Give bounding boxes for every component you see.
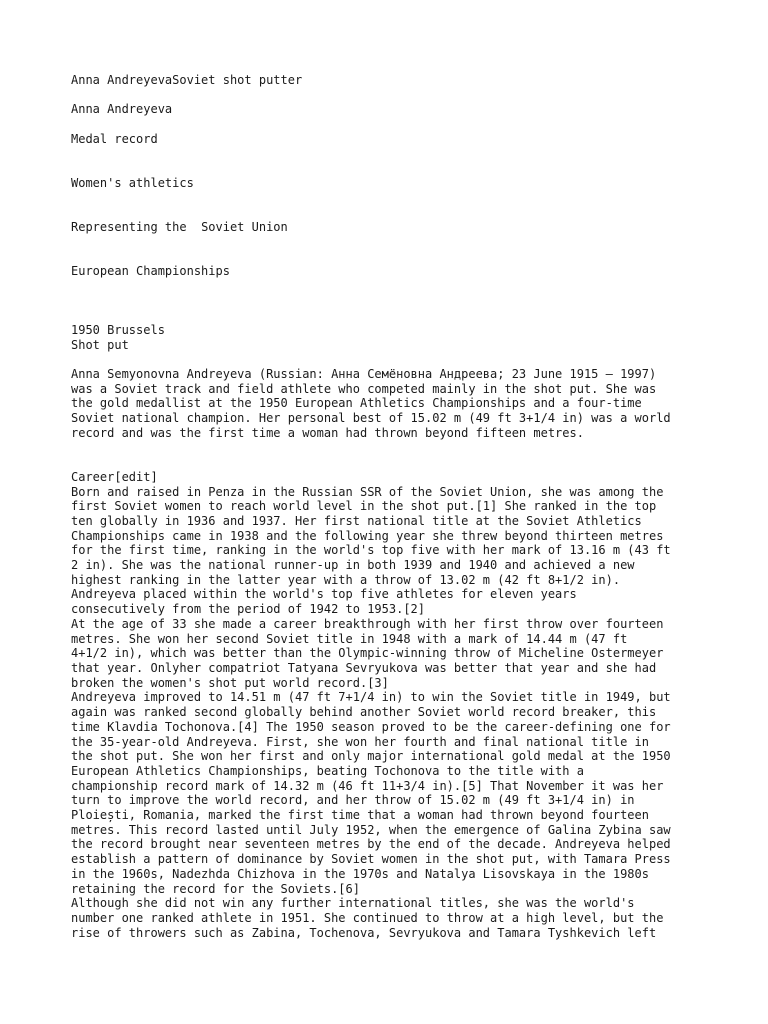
career-paragraph-1: Born and raised in Penza in the Russian SSR of the Soviet Union, she was among the first Soviet women to reach world level in the shot put.[1] She ranked in the top ten globally in 1936 and 1937. Her first national title at the Soviet Athletics Championships came in 1938 and the following year she threw beyond thirteen metres for the first time, ranking in the world's top five with her mark of 13.16 m (43 ft 2 in). She was the national runner-up in both 1939 and 1940 and achieved a new highest ranking in the latter year with a throw of 13.02 m (42 ft 8+1/2 in). Andreyeva placed within the world's top five athletes for eleven years consecutively from the period of 1942 to 1953.[2]	[71, 484, 671, 617]
career-paragraph-4: Although she did not win any further international titles, she was the world's number one ranked athlete in 1951. She continued to throw at a high level, but the rise of throwers such as Zabina, Tochenova, Sevryukova and Tamara Tyshkevich left	[71, 896, 664, 940]
athlete-name: Anna Andreyeva	[71, 102, 173, 117]
career-paragraph-3: Andreyeva improved to 14.51 m (47 ft 7+1/4 in) to win the Soviet title in 1949, but again was ranked second globally behind another Soviet world record breaker, this time Klavdia Tochonova.[4] The 1950 season proved to be the career-defining one for the 35-year-old Andreyeva. First, she won her fourth and final national title in the shot put. She won her first and only major international gold medal at the 1950 European Athletics Championships, beating Tochonova to the title with a championship record mark of 14.32 m (46 ft 11+3/4 in).[5] That November it was her turn to improve the world record, and her throw of 15.02 m (49 ft 3+1/4 in) in Ploiești, Romania, marked the first time that a woman had thrown beyond fourteen metres. This record lasted until July 1952, when the emergence of Galina Zybina saw the record brought near seventeen metres by the end of the decade. Andreyeva helped establish a pattern of dominance by Soviet women in the shot put, with Tamara Press in the 1960s, Nadezhda Chizhova in the 1970s and Natalya Lisovskaya in the 1980s retaining the record for the Soviets.[6]	[71, 690, 671, 896]
representing-prefix: Representing the	[71, 219, 194, 234]
intro-paragraph: Anna Semyonovna Andreyeva (Russian: Анна Семёновна Андреева; 23 June 1915 – 1997) was a Soviet track and field athlete who competed mainly in the shot put. She was the gold medallist at the 1950 European Athletics Championships and a four-time Soviet national champion. Her personal best of 15.02 m (49 ft 3+1/4 in) was a world record and was the first time a woman had thrown beyond fifteen metres.	[71, 366, 671, 440]
representing-line	[71, 220, 711, 235]
competition-label: European Championships	[71, 264, 230, 279]
flag-icon	[194, 220, 201, 234]
title-line: Anna AndreyevaSoviet shot putter	[71, 73, 303, 87]
document-page	[71, 73, 711, 940]
event-place: 1950 Brussels	[71, 322, 165, 337]
medal-record-heading: Medal record	[71, 131, 158, 146]
career-heading: Career[edit]	[71, 469, 158, 484]
country-link[interactable]: Soviet Union	[201, 219, 288, 234]
career-paragraph-2: At the age of 33 she made a career breakthrough with her first throw over fourteen metres. She won her second Soviet title in 1948 with a mark of 14.44 m (47 ft 4+1/2 in), which was better than the Olympic-winning throw of Micheline Ostermeyer that year. Onlyher compatriot Tatyana Sevryukova was better that year and she had broken the women's shot put world record.[3]	[71, 616, 664, 690]
event-name: Shot put	[71, 337, 129, 352]
sport-label: Women's athletics	[71, 175, 194, 190]
